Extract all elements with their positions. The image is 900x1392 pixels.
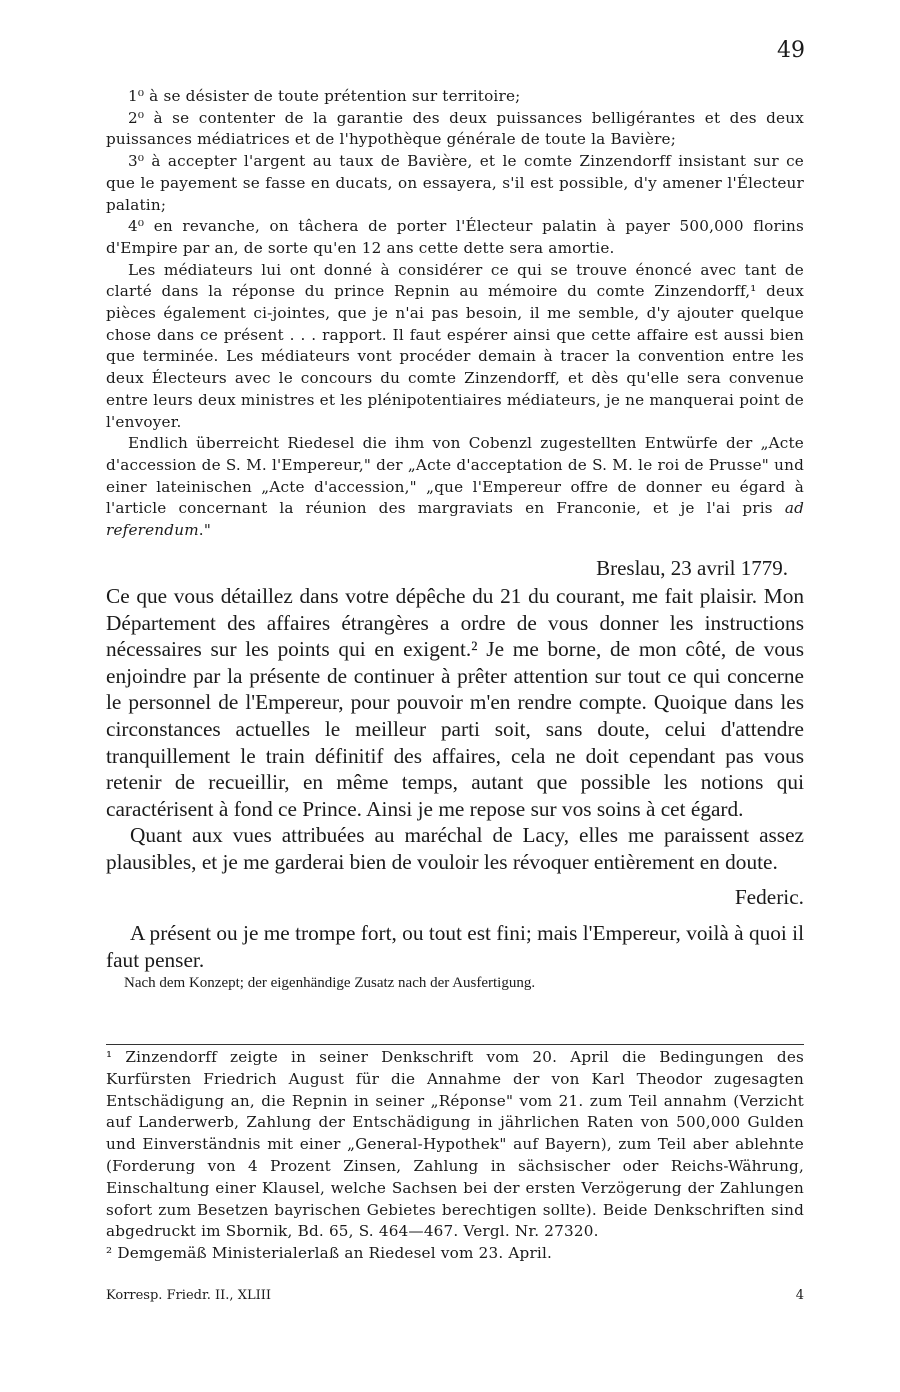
page-footer (106, 1288, 804, 1303)
source-note: Nach dem Konzept; der eigenhändige Zusatz nach der Ausfertigung. (124, 975, 536, 992)
riedesel-tail: ." (198, 521, 212, 540)
report-excerpt (106, 86, 804, 542)
condition-4: 4⁰ en revanche, on tâchera de porter l'Électeur palatin à payer 500,000 florins d'Empire par an, de sorte qu'en 12 ans cette dette sera amortie. (106, 217, 804, 257)
signature: Federic. (734, 884, 804, 909)
mediators-paragraph: Les médiateurs lui ont donné à considérer ce qui se trouve énoncé avec tant de clarté dans la réponse du prince Repnin au mémoire du comte Zinzendorff,¹ deux pièces également ci-jointes, que je n'ai pas besoin, il me semble, d'y ajouter quelque chose dans ce présent . . . rapport. Il faut espérer ainsi que cette affaire est aussi bien que terminée. Les médiateurs vont procéder demain à tracer la convention entre les deux Électeurs avec le concours du comte Zinzendorff, et dès qu'elle sera convenue entre leurs deux ministres et les plénipotentiaires médiateurs, je ne manquerai point de l'envoyer. (106, 260, 804, 431)
footnotes (106, 1047, 804, 1265)
footer-signature: Korresp. Friedr. II., XLIII (106, 1288, 271, 1303)
ad-referendum: ad referendum (106, 499, 805, 540)
condition-3: 3⁰ à accepter l'argent au taux de Bavière, et le comte Zinzendorff insistant sur ce que le payement se fasse en ducats, on essayera, s'il est possible, d'y amener l'Électeur palatin; (106, 152, 804, 214)
riedesel-text: Endlich überreicht Riedesel die ihm von Cobenzl zugestellten Entwürfe der „Acte d'accession de S. M. l'Empereur," der „Acte d'acceptation de S. M. le roi de Prusse" und einer lateinischen „Acte d'accession," „que l'Empereur offre de donner eu égard à l'article concernant la réunion des margraviats en Franconie, et je l'ai pris (106, 434, 804, 518)
postscript: A présent ou je me trompe fort, ou tout est fini; mais l'Empereur, voilà à quoi il faut penser. (106, 921, 804, 972)
page-number: 49 (777, 38, 805, 63)
riedesel-paragraph (106, 433, 804, 542)
dateline: Breslau, 23 avril 1779. (596, 556, 788, 580)
footnote-2: ² Demgemäß Ministerialerlaß an Riedesel vom 23. April. (106, 1244, 553, 1263)
condition-1: 1⁰ à se désister de toute prétention sur territoire; (128, 87, 521, 105)
letter-paragraph-2: Quant aux vues attribuées au maréchal de Lacy, elles me paraissent assez plausibles, et je me garderai bien de vouloir les révoquer entièrement en doute. (106, 823, 804, 874)
letter-paragraph-1: Ce que vous détaillez dans votre dépêche du 21 du courant, me fait plaisir. Mon Département des affaires étrangères a ordre de vous donner les instructions nécessaires sur les points qui en exigent.² Je me borne, de mon côté, de vous enjoindre par la présente de continuer à prêter attention sur tout ce qui concerne le personnel de l'Empereur, pour pouvoir m'en rendre compte. Quoique dans les circonstances actuelles le meilleur parti soit, sans doute, celui d'attendre tranquillement le train définitif des affaires, cela ne doit cependant pas vous retenir de recueillir, en même temps, autant que possible les notions qui caractérisent à fond ce Prince. Ainsi je me repose sur vos soins à cet égard. (106, 584, 804, 821)
footnote-1: ¹ Zinzendorff zeigte in seiner Denkschrift vom 20. April die Bedingungen des Kurfürsten Friedrich August für die Annahme der von Karl Theodor zugesagten Entschädigung an, die Repnin in seiner „Réponse" vom 21. zum Teil annahm (Verzicht auf Landerwerb, Zahlung der Entschädigung in jährlichen Raten von 500,000 Gulden und Einverständnis mit einer „General-Hypothek" auf Bayern), zum Teil aber ablehnte (Forderung von 4 Prozent Zinsen, Zahlung in sächsischer oder Reichs-Währung, Einschaltung einer Klausel, welche Sachsen bei der ersten Verzögerung der Zahlungen sofort zum Besetzen bayrischen Gebietes berechtigen sollte). Beide Denkschriften sind abgedruckt im Sbornik, Bd. 65, S. 464—467. Vergl. Nr. 27320. (106, 1048, 804, 1241)
footnote-divider (106, 1044, 804, 1045)
condition-2: 2⁰ à se contenter de la garantie des deux puissances belligérantes et des deux puissances médiatrices et de l'hypothèque générale de toute la Bavière; (106, 108, 804, 149)
sheet-number: 4 (795, 1288, 804, 1303)
letter-body (106, 583, 804, 993)
